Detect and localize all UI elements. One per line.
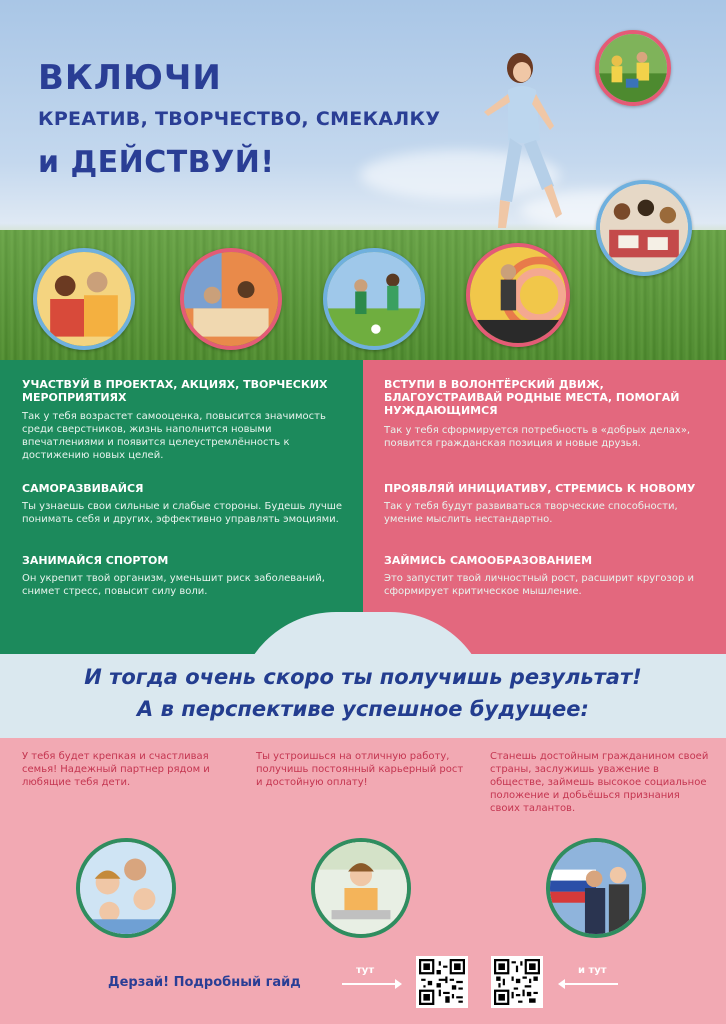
headline-line3: и ДЕЙСТВУЙ! — [38, 145, 275, 180]
left-block-2-title: САМОРАЗВИВАЙСЯ — [22, 482, 144, 495]
arrow-right-icon — [342, 983, 400, 985]
workshop-photo — [180, 248, 282, 350]
left-block-1-title: УЧАСТВУЙ В ПРОЕКТАХ, АКЦИЯХ, ТВОРЧЕСКИХ МЕРОПРИЯТИЯХ — [22, 378, 328, 404]
qr-code-icon — [494, 959, 540, 1005]
tut-label-2: и тут — [578, 965, 607, 976]
outcome-career-text: Ты устроишься на отличную работу, получишь постоянный карьерный рост и достойную оплату! — [256, 751, 464, 788]
outcome-family-text: У тебя будет крепкая и счастливая семья! Надежный партнер рядом и любящие тебя дети. — [22, 751, 210, 788]
speaker-photo — [466, 243, 570, 347]
right-block-2-title: ПРОЯВЛЯЙ ИНИЦИАТИВУ, СТРЕМИСЬ К НОВОМУ — [384, 482, 696, 495]
left-block-2-text: Ты узнаешь свои сильные и слабые стороны. Будешь лучше понимать себя и других, эффективно управлять эмоциями. — [22, 501, 343, 525]
arrow-left-icon — [560, 983, 618, 985]
running-girl-image — [478, 50, 568, 240]
guide-label: Дерзай! Подробный гайд — [108, 975, 301, 990]
qr-code-2[interactable] — [491, 956, 543, 1008]
headline-line2: КРЕАТИВ, ТВОРЧЕСТВО, СМЕКАЛКУ — [38, 108, 441, 130]
citizen-photo — [546, 838, 646, 938]
right-block-2-text: Так у тебя будут развиваться творческие способности, умение мыслить нестандартно. — [384, 501, 678, 525]
right-block-1-title: ВСТУПИ В ВОЛОНТЁРСКИЙ ДВИЖ, БЛАГОУСТРАИВАЙ РОДНЫЕ МЕСТА, ПОМОГАЙ НУЖДАЮЩИМСЯ — [384, 378, 680, 417]
career-photo — [311, 838, 411, 938]
reading-group-photo — [596, 180, 692, 276]
qr-code-icon — [419, 959, 465, 1005]
left-block-3-title: ЗАНИМАЙСЯ СПОРТОМ — [22, 554, 169, 567]
result-line2: А в перспективе успешное будущее: — [137, 697, 589, 721]
football-photo — [323, 248, 425, 350]
volunteers-photo — [595, 30, 671, 106]
qr-code-1[interactable] — [416, 956, 468, 1008]
tut-label-1: тут — [356, 965, 375, 976]
right-block-3-text: Это запустит твой личностный рост, расширит кругозор и сформирует критическое мышление. — [384, 573, 694, 597]
right-block-3-title: ЗАЙМИСЬ САМООБРАЗОВАНИЕМ — [384, 554, 593, 567]
right-block-1-text: Так у тебя сформируется потребность в «добрых делах», появится гражданская позиция и новые друзья. — [384, 425, 691, 449]
result-line1: И тогда очень скоро ты получишь результат! — [84, 665, 642, 689]
left-block-3-text: Он укрепит твой организм, уменьшит риск заболеваний, снимет стресс, повысит силу воли. — [22, 573, 325, 597]
students-photo — [33, 248, 135, 350]
family-photo — [76, 838, 176, 938]
outcome-citizen-text: Станешь достойным гражданином своей страны, заслужишь уважение в обществе, займешь высокое социальное положение и добьёшься признания своих талантов. — [490, 751, 709, 814]
headline-line1: ВКЛЮЧИ — [38, 58, 222, 98]
left-block-1-text: Так у тебя возрастет самооценка, повысится значимость среди сверстников, жизнь наполнится новыми впечатлениями и появится целеустремлённость к достижению новых целей. — [22, 411, 326, 461]
